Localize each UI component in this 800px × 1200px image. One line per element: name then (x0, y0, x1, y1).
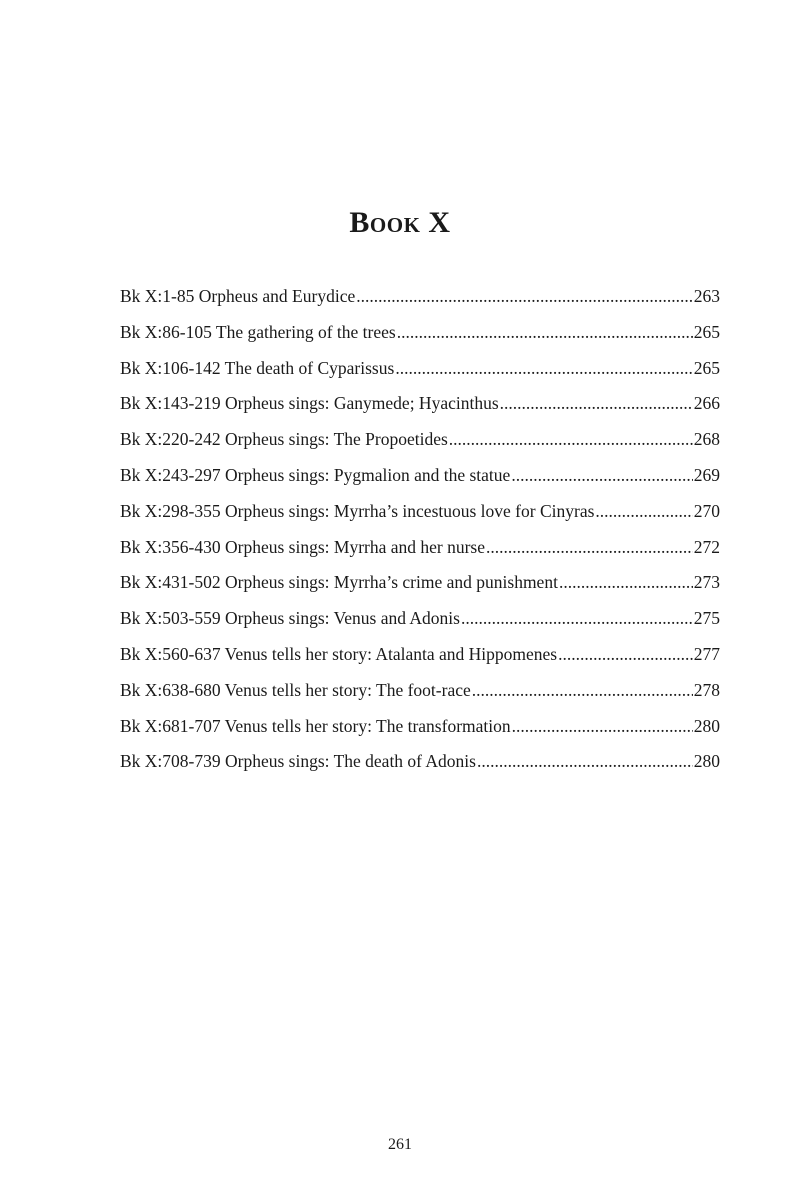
toc-entry-page: 280 (693, 751, 720, 772)
toc-entry-title: Bk X:106-142 The death of Cyparissus (120, 357, 395, 378)
toc-entry-page: 277 (693, 643, 720, 664)
toc-entry-page: 269 (693, 464, 720, 485)
toc-entry-page: 265 (693, 357, 720, 378)
toc-entry-page: 273 (693, 572, 720, 593)
dot-leader (395, 358, 692, 379)
dot-leader (461, 608, 693, 629)
toc-entry-page: 266 (693, 393, 720, 414)
page-number: 261 (388, 1136, 412, 1153)
toc-entry-page: 275 (693, 608, 720, 629)
toc-entry[interactable] (120, 358, 720, 394)
dot-leader (449, 429, 693, 450)
dot-leader (486, 537, 693, 558)
toc-entry[interactable] (120, 537, 720, 573)
toc-entry-title: Bk X:503-559 Orpheus sings: Venus and Adonis (120, 608, 460, 629)
toc-entry[interactable] (120, 644, 720, 680)
dot-leader (595, 501, 692, 522)
toc-entry-page: 265 (693, 321, 720, 342)
toc-entry-title: Bk X:298-355 Orpheus sings: Myrrha’s incestuous love for Cinyras (120, 500, 595, 521)
toc-entry-page: 270 (693, 500, 720, 521)
toc-entry-title: Bk X:681-707 Venus tells her story: The transformation (120, 715, 511, 736)
toc-entry[interactable] (120, 429, 720, 465)
toc-entry-title: Bk X:431-502 Orpheus sings: Myrrha’s crime and punishment (120, 572, 558, 593)
table-of-contents (120, 286, 720, 787)
toc-entry-title: Bk X:356-430 Orpheus sings: Myrrha and her nurse (120, 536, 486, 557)
toc-entry-title: Bk X:143-219 Orpheus sings: Ganymede; Hyacinthus (120, 393, 499, 414)
toc-entry[interactable] (120, 716, 720, 752)
toc-entry-page: 263 (693, 286, 720, 306)
dot-leader (559, 572, 693, 593)
dot-leader (397, 322, 693, 343)
dot-leader (500, 393, 693, 414)
toc-entry-title: Bk X:708-739 Orpheus sings: The death of Adonis (120, 751, 476, 772)
toc-entry[interactable] (120, 465, 720, 501)
dot-leader (472, 680, 693, 701)
toc-entry-title: Bk X:638-680 Venus tells her story: The foot-race (120, 679, 471, 700)
chapter-heading: Book X (349, 206, 451, 239)
dot-leader (356, 286, 693, 307)
dot-leader (512, 716, 693, 737)
toc-entry[interactable] (120, 751, 720, 787)
toc-entry-page: 280 (693, 715, 720, 736)
dot-leader (511, 465, 692, 486)
toc-entry[interactable] (120, 393, 720, 429)
dot-leader (558, 644, 693, 665)
toc-entry-page: 268 (693, 429, 720, 450)
toc-entry[interactable] (120, 608, 720, 644)
toc-entry-title: Bk X:220-242 Orpheus sings: The Propoetides (120, 429, 448, 450)
toc-entry[interactable] (120, 680, 720, 716)
toc-entry-title: Bk X:1-85 Orpheus and Eurydice (120, 286, 356, 306)
toc-entry[interactable] (120, 501, 720, 537)
toc-entry-title: Bk X:243-297 Orpheus sings: Pygmalion and the statue (120, 464, 511, 485)
toc-entry-page: 272 (693, 536, 720, 557)
toc-entry[interactable] (120, 572, 720, 608)
toc-entry-title: Bk X:560-637 Venus tells her story: Atalanta and Hippomenes (120, 643, 558, 664)
toc-entry[interactable] (120, 286, 720, 322)
dot-leader (477, 751, 693, 772)
toc-entry[interactable] (120, 322, 720, 358)
toc-entry-title: Bk X:86-105 The gathering of the trees (120, 321, 396, 342)
toc-entry-page: 278 (693, 679, 720, 700)
